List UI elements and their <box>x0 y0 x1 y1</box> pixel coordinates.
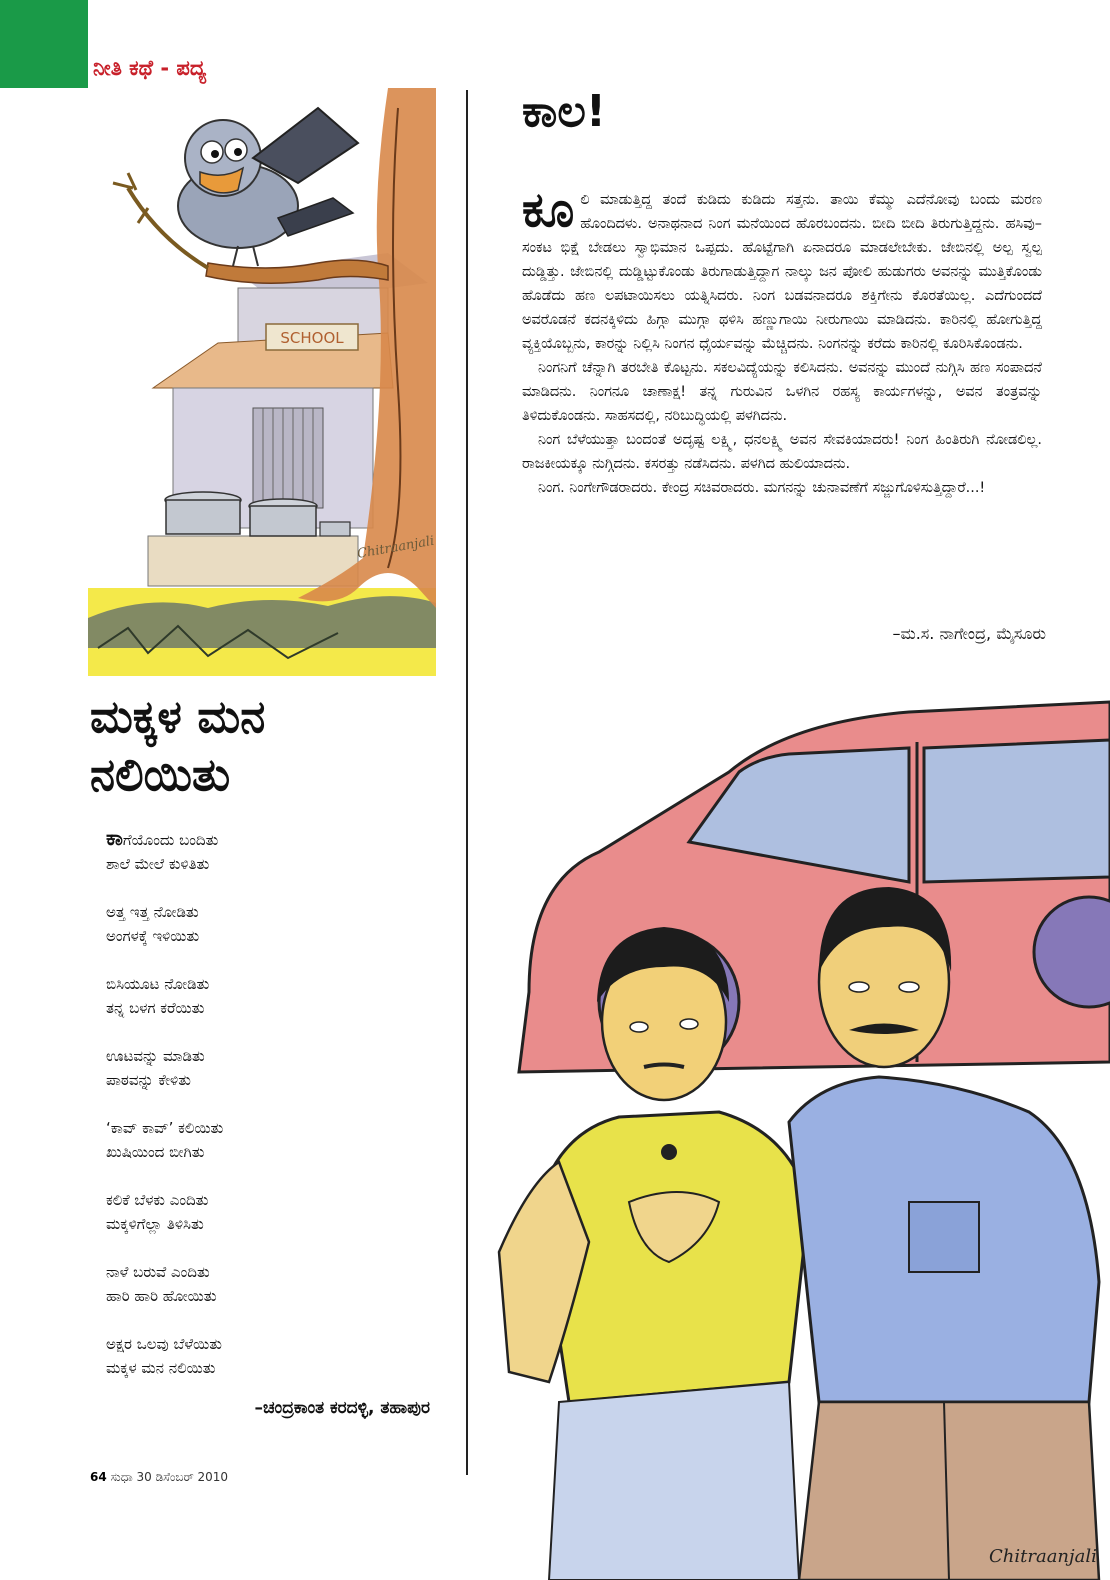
car-men-illustration <box>489 682 1110 1580</box>
poem-line: ಅಕ್ಷರ ಒಲವು ಬೆಳೆಯಿತು <box>106 1335 222 1353</box>
poem-line: ನಾಳೆ ಬರುವೆ ಎಂದಿತು <box>106 1263 210 1281</box>
poem-line: ಬಿಸಿಯೂಟ ನೋಡಿತು <box>106 975 210 993</box>
section-color-block <box>0 0 88 88</box>
poem-line: ಶಾಲೆ ಮೇಲೆ ಕುಳಿತಿತು <box>106 855 210 873</box>
story-body <box>522 182 1042 500</box>
poem-line: ಹಾರಿ ಹಾರಿ ಹೋಯಿತು <box>106 1287 217 1305</box>
poem-stanza-1 <box>106 826 436 876</box>
poem-line <box>106 826 436 852</box>
poem-line: ‘ಕಾವ್ ಕಾವ್’ ಕಲಿಯಿತು <box>106 1119 224 1137</box>
poem-line: ಕಲಿಕೆ ಬೆಳಕು ಎಂದಿತು <box>106 1191 209 1209</box>
poem-line: ಪಾಠವನ್ನು ಕೇಳಿತು <box>106 1071 191 1089</box>
poem-stanza-6 <box>106 1188 436 1236</box>
story-paragraph-2: ನಿಂಗನಿಗೆ ಚೆನ್ನಾಗಿ ತರಬೇತಿ ಕೊಟ್ಟನು. ಸಕಲವಿದ್ಯೆಯನ್ನು ಕಲಿಸಿದನು. ಅವನನ್ನು ಮುಂದೆ ನುಗ್ಗಿಸಿ ಹಣ ಸಂಪಾದನೆ ಮಾಡಿದನು. ನಿಂಗನೂ ಚಾಣಾಕ್ಷ! ತನ್ನ ಗುರುವಿನ ಒಳಗಿನ ರಹಸ್ಯ ಕಾರ್ಯಗಳನ್ನು, ಅವನ ತಂತ್ರವನ್ನು ತಿಳಿದುಕೊಂಡನು. ಸಾಹಸದಲ್ಲಿ, ನರಿಬುದ್ಧಿಯಲ್ಲಿ ಪಳಗಿದನು. <box>522 360 1042 424</box>
school-sign-text: SCHOOL <box>280 329 344 347</box>
magazine-issue: ಸುಧಾ 30 ಡಿಸೆಂಬರ್ 2010 <box>110 1470 229 1484</box>
poem-line: ಮಕ್ಕಳಿಗೆಲ್ಲಾ ತಿಳಿಸಿತು <box>106 1215 204 1233</box>
poem-title <box>90 688 450 804</box>
poem-line: ಊಟವನ್ನು ಮಾಡಿತು <box>106 1047 205 1065</box>
story-paragraph-4: ನಿಂಗ. ನಿಂಗೇಗೌಡರಾದರು. ಕೇಂದ್ರ ಸಚಿವರಾದರು. ಮಗನನ್ನು ಚುನಾವಣೆಗೆ ಸಜ್ಜುಗೊಳಿಸುತ್ತಿದ್ದಾರೆ...! <box>538 480 986 496</box>
poem-line-rest: ಗೆಯೊಂದು ಬಂದಿತು <box>122 831 219 849</box>
poem-stanza-7 <box>106 1260 436 1308</box>
page-number: 64 <box>90 1470 107 1484</box>
car-illustration-signature: Chitraanjali <box>989 1546 1097 1567</box>
poem-stanza-4 <box>106 1044 436 1092</box>
column-divider <box>466 90 468 1475</box>
poem-stanza-2 <box>106 900 436 948</box>
poem-author: –ಚಂದ್ರಕಾಂತ ಕರದಳ್ಳಿ, ತಹಾಪುರ <box>254 1398 430 1418</box>
poem-line: ತನ್ನ ಬಳಗ ಕರೆಯಿತು <box>106 999 205 1017</box>
story-paragraph-3: ನಿಂಗ ಬೆಳೆಯುತ್ತಾ ಬಂದಂತೆ ಅದೃಷ್ಟ ಲಕ್ಷ್ಮಿ, ಧನಲಕ್ಷ್ಮಿ ಅವನ ಸೇವಕಿಯಾದರು! ನಿಂಗ ಹಿಂತಿರುಗಿ ನೋಡಲಿಲ್ಲ. ರಾಜಕೀಯಕ್ಕೂ ನುಗ್ಗಿದನು. ಕಸರತ್ತು ನಡೆಸಿದನು. ಪಳಗಿದ ಹುಲಿಯಾದನು. <box>522 432 1042 472</box>
poem-title-line-1: ಮಕ್ಕಳ ಮನ <box>90 690 266 743</box>
poem-title-line-2: ನಲಿಯಿತು <box>90 748 231 801</box>
poem-dropcap: ಕಾ <box>106 826 123 850</box>
poem-line: ಖುಷಿಯಿಂದ ಬೀಗಿತು <box>106 1143 205 1161</box>
crow-school-illustration <box>88 88 436 676</box>
poem-line: ಅಂಗಳಕ್ಕೆ ಇಳಿಯಿತು <box>106 927 200 945</box>
story-paragraph-1-text: ಲಿ ಮಾಡುತ್ತಿದ್ದ ತಂದೆ ಕುಡಿದು ಕುಡಿದು ಸತ್ತನು. ತಾಯಿ ಕೆಮ್ಮು ಎದೆನೋವು ಬಂದು ಮರಣ ಹೊಂದಿದಳು. ಅನಾಥನಾದ ನಿಂಗ ಮನೆಯಿಂದ ಹೊರಬಂದನು. ಬೀದಿ ಬೀದಿ ತಿರುಗುತ್ತಿದ್ದನು. ಹಸಿವು–ಸಂಕಟ ಭಿಕ್ಷೆ ಬೇಡಲು ಸ್ವಾಭಿಮಾನ ಒಪ್ಪದು. ಹೊಟ್ಟೆಗಾಗಿ ಏನಾದರೂ ಮಾಡಲೇಬೇಕು. ಜೇಬಿನಲ್ಲಿ ಅಲ್ಪ ಸ್ವಲ್ಪ ದುಡ್ಡಿತ್ತು. ಜೇಬಿನಲ್ಲಿ ದುಡ್ಡಿಟ್ಟುಕೊಂಡು ತಿರುಗಾಡುತ್ತಿದ್ದಾಗ ನಾಲ್ಕು ಜನ ಪೋಲಿ ಹುಡುಗರು ಅವನನ್ನು ಮುತ್ತಿಕೊಂಡು ಹೊಡೆದು ಹಣ ಲಪಟಾಯಿಸಲು ಯತ್ನಿಸಿದರು. ನಿಂಗ ಬಡವನಾದರೂ ಶಕ್ತಿಗೇನು ಕೊರತೆಯಿಲ್ಲ. ಎದೆಗುಂದದೆ ಅವರೊಡನೆ ಕದನಕ್ಕಿಳಿದು ಹಿಗ್ಗಾ ಮುಗ್ಗಾ ಥಳಿಸಿ ಹಣ್ಣುಗಾಯಿ ನೀರುಗಾಯಿ ಮಾಡಿದನು. ಕಾರಿನಲ್ಲಿ ಹೋಗುತ್ತಿದ್ದ ವ್ಯಕ್ತಿಯೊಬ್ಬನು, ಕಾರನ್ನು ನಿಲ್ಲಿಸಿ ನಿಂಗನ ಧೈರ್ಯವನ್ನು ಮೆಚ್ಚಿದನು. ನಿಂಗನನ್ನು ಕರೆದು ಕಾರಿನಲ್ಲಿ ಕೂರಿಸಿಕೊಂಡನು. <box>522 192 1042 352</box>
poem-stanza-3 <box>106 972 436 1020</box>
section-label: ನೀತಿ ಕಥೆ - ಪದ್ಯ <box>93 56 207 80</box>
story-author: –ಮ.ಸ. ನಾಗೇಂದ್ರ, ಮೈಸೂರು <box>892 624 1046 643</box>
crow-illustration-signature: Chitraanjali <box>356 533 436 562</box>
story-dropcap: ಕೂ <box>522 182 575 238</box>
poem-line: ಅತ್ತ ಇತ್ತ ನೋಡಿತು <box>106 903 199 921</box>
poem-stanza-8 <box>106 1332 436 1380</box>
page-footer <box>90 1470 228 1485</box>
story-title: ಕಾಲ! <box>522 86 606 137</box>
story-paragraph-1 <box>522 182 1042 356</box>
poem-line: ಮಕ್ಕಳ ಮನ ನಲಿಯಿತು <box>106 1359 216 1377</box>
poem-stanza-5 <box>106 1116 436 1164</box>
poem-body <box>106 826 436 1404</box>
